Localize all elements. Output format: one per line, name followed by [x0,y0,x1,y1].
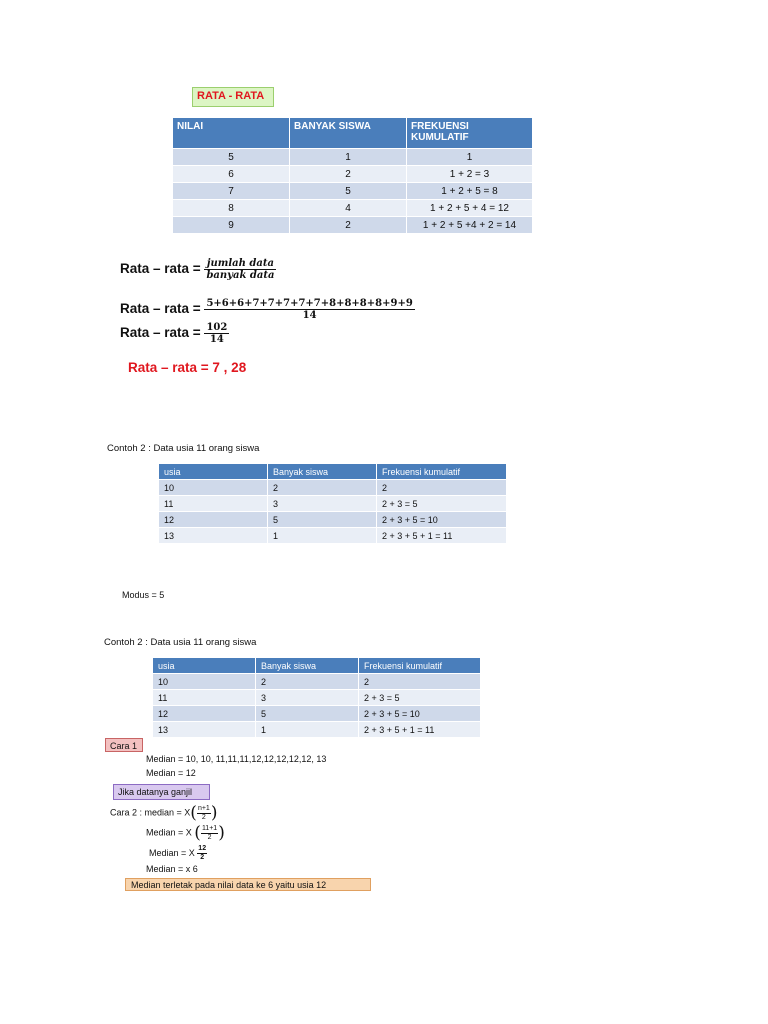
table-row [153,690,481,706]
paren-close: ) [210,803,218,823]
cell: 9 [173,217,290,234]
header-banyak-siswa: Banyak siswa [256,658,359,674]
table-row [153,706,481,722]
numerator: 102 [206,322,228,333]
cell: 2 [377,480,507,496]
fraction-12-2 [197,845,207,862]
median-location-box: Median terletak pada nilai data ke 6 yaitu usia 12 [125,878,371,891]
cell: 10 [153,674,256,690]
jika-ganjil-box: Jika datanya ganjil [113,784,210,800]
header-banyak-siswa: BANYAK SISWA [290,118,407,149]
median-x-12-formula [149,845,207,862]
table-row [159,528,507,544]
cell: 1 + 2 + 5 = 8 [407,183,533,200]
denominator: banyak data [206,270,275,281]
table-row [173,200,533,217]
cell: 2 + 3 = 5 [359,690,481,706]
usia-table-median [153,658,481,737]
cell: 6 [173,166,290,183]
cell: 3 [256,690,359,706]
header-usia: usia [153,658,256,674]
paren-close: ) [218,823,225,843]
table-row [159,480,507,496]
cara-2-formula [110,803,217,823]
cell: 13 [159,528,268,544]
numerator: 12 [198,845,207,852]
denominator: 14 [209,334,224,345]
cell: 12 [159,512,268,528]
fraction-11-plus-1 [201,825,218,842]
cell: 5 [173,149,290,166]
denominator: 2 [201,813,206,821]
cell: 1 [268,528,377,544]
cell: 1 + 2 + 5 + 4 = 12 [407,200,533,217]
mean-result: Rata – rata = 7 , 28 [128,360,247,375]
numerator: 11+1 [201,824,218,832]
cell: 2 + 3 + 5 + 1 = 11 [359,722,481,738]
cell: 8 [173,200,290,217]
cell: 5 [268,512,377,528]
cell: 5 [290,183,407,200]
median-x-label: Median = X [146,827,192,838]
median-x-label: Median = X [149,847,195,858]
header-frekuensi-kumulatif: Frekuensi kumulatif [377,464,507,480]
header-frekuensi-kumulatif: FREKUENSI KUMULATIF [407,118,533,149]
table-row [153,674,481,690]
numerator: 5+6+6+7+7+7+7+7+8+8+8+8+9+9 [206,298,413,309]
header-nilai: NILAI [173,118,290,149]
header-banyak-siswa: Banyak siswa [268,464,377,480]
cell: 3 [268,496,377,512]
fraction-jumlah-banyak [204,258,276,281]
rata-rata-label: RATA - RATA [192,87,274,107]
fraction-102-14 [204,322,229,345]
cell: 7 [173,183,290,200]
header-usia: usia [159,464,268,480]
cell: 2 + 3 + 5 + 1 = 11 [377,528,507,544]
formula-lhs: Rata – rata = [120,325,201,341]
formula-2 [120,298,415,321]
contoh-2-caption: Contoh 2 : Data usia 11 orang siswa [107,443,260,454]
formula-3 [120,322,229,345]
usia-table-modus [159,464,507,543]
cell: 2 [256,674,359,690]
denominator: 2 [200,854,205,861]
table-row [159,512,507,528]
cell: 2 + 3 + 5 = 10 [377,512,507,528]
cell: 1 [290,149,407,166]
median-x-formula [146,823,225,843]
cell: 11 [153,690,256,706]
modus-text: Modus = 5 [122,590,165,600]
denominator: 14 [302,310,317,321]
cara-2-label: Cara 2 : median = X [110,807,191,818]
table-row [173,217,533,234]
table-row [153,722,481,738]
formula-lhs: Rata – rata = [120,261,201,277]
cell: 2 [268,480,377,496]
cell: 1 [256,722,359,738]
nilai-table [173,118,533,233]
cell: 1 [407,149,533,166]
cell: 10 [159,480,268,496]
paren-open: ( [194,823,201,843]
cell: 1 + 2 = 3 [407,166,533,183]
cell: 12 [153,706,256,722]
table-row [173,183,533,200]
cara-1-box: Cara 1 [105,738,143,752]
cell: 2 [359,674,481,690]
denominator: 2 [207,833,212,841]
median-x-6: Median = x 6 [146,864,198,874]
numerator: n+1 [197,804,210,812]
median-equals-12: Median = 12 [146,768,196,778]
median-list: Median = 10, 10, 11,11,11,12,12,12,12,12, 13 [146,754,327,764]
cell: 13 [153,722,256,738]
fraction-n-plus-1 [197,805,211,822]
table-row [173,149,533,166]
cell: 5 [256,706,359,722]
cell: 4 [290,200,407,217]
cell: 2 [290,166,407,183]
numerator: jumlah data [204,258,276,270]
cell: 1 + 2 + 5 +4 + 2 = 14 [407,217,533,234]
table-row [173,166,533,183]
paren-open: ( [190,803,197,823]
contoh-2-caption-median: Contoh 2 : Data usia 11 orang siswa [104,637,257,648]
cell: 2 + 3 + 5 = 10 [359,706,481,722]
header-frekuensi-kumulatif: Frekuensi kumulatif [359,658,481,674]
table-row [159,496,507,512]
fraction-sum [204,298,414,321]
cell: 2 + 3 = 5 [377,496,507,512]
cell: 11 [159,496,268,512]
formula-1 [120,258,276,281]
cell: 2 [290,217,407,234]
formula-lhs: Rata – rata = [120,301,201,317]
